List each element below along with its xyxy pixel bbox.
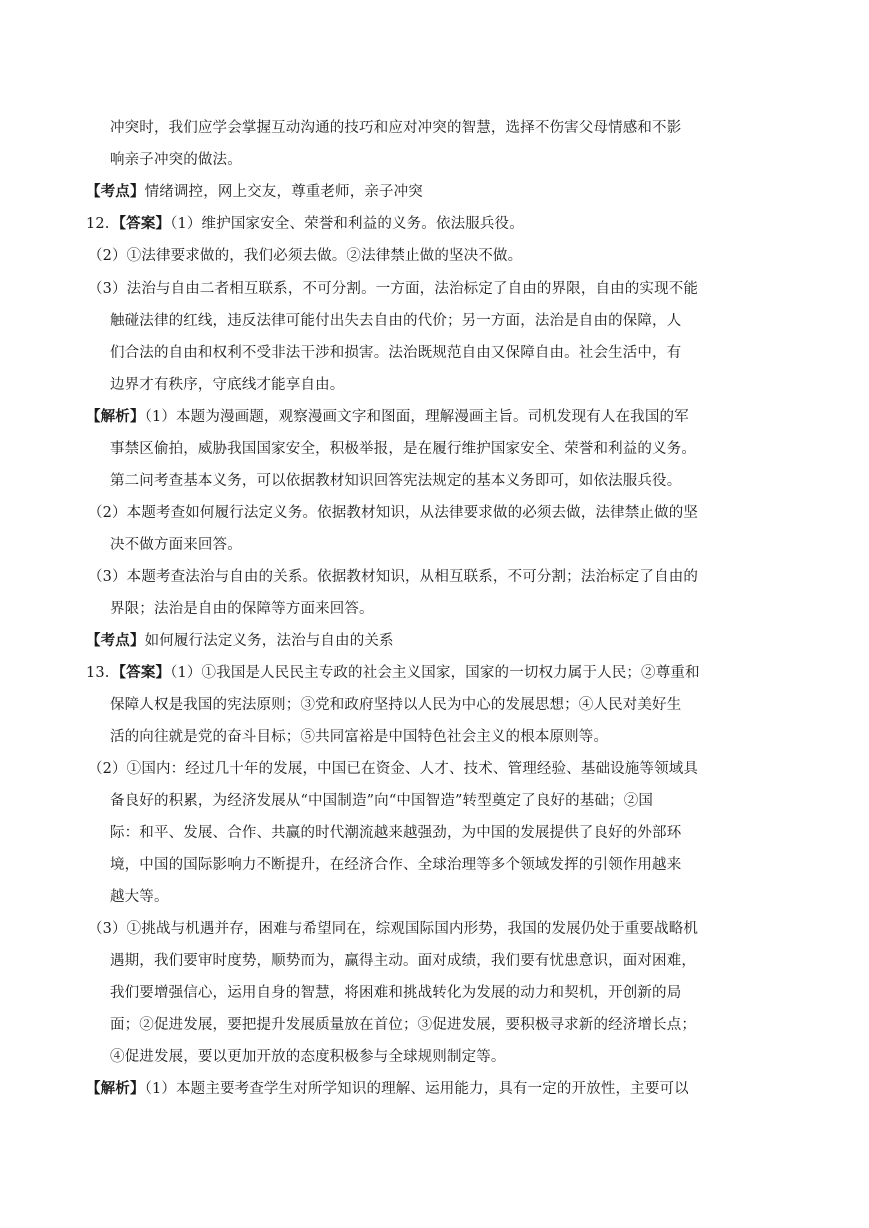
text-line: （2）①国内：经过几十年的发展，中国已在资金、人才、技术、管理经验、基础设施等领域具 (88, 761, 699, 777)
text-line: 活的向往就是党的奋斗目标；⑤共同富裕是中国特色社会主义的根本原则等。 (110, 729, 609, 745)
answer-text: （1）维护国家安全、荣誉和利益的义务。依法服兵役。 (170, 216, 524, 232)
text-line: 边界才有秩序，守底线才能享自由。 (110, 377, 345, 393)
text-line: （3）本题考查法治与自由的关系。依据教材知识，从相互联系，不可分割；法治标定了自由的 (88, 569, 699, 585)
text-line: 面；②促进发展，要把提升发展质量放在首位；③促进发展，要积极寻求新的经济增长点； (110, 1017, 696, 1033)
text-line: 界限；法治是自由的保障等方面来回答。 (110, 601, 374, 617)
text-line: 们合法的自由和权利不受非法干涉和损害。法治既规范自由又保障自由。社会生活中，有 (110, 345, 682, 361)
text-line: 触碰法律的红线，违反法律可能付出失去自由的代价；另一方面，法治是自由的保障，人 (110, 313, 682, 329)
text-line: 响亲子冲突的做法。 (110, 152, 242, 168)
text-line: 境，中国的国际影响力不断提升，在经济合作、全球治理等多个领域发挥的引领作用越来 (110, 857, 682, 873)
kaodian-text: 情绪调控，网上交友，尊重老师，亲子冲突 (144, 184, 423, 200)
text-line: 遇期，我们要审时度势，顺势而为，赢得主动。面对成绩，我们要有忧患意识，面对困难， (110, 953, 696, 969)
answer-text: （1）①我国是人民民主专政的社会主义国家，国家的一切权力属于人民；②尊重和 (170, 665, 700, 681)
answer-12-line (86, 214, 524, 234)
jiexi-text: （1）本题主要考查学生对所学知识的理解、运用能力，具有一定的开放性，主要可以 (144, 1081, 689, 1097)
text-line: 冲突时，我们应学会掌握互动沟通的技巧和应对冲突的智慧，选择不伤害父母情感和不影 (110, 120, 682, 136)
question-number: 13. (86, 665, 110, 681)
text-line: （3）①挑战与机遇并存，困难与希望同在，综观国际国内形势，我国的发展仍处于重要战略机 (88, 921, 699, 937)
text-line: 事禁区偷拍，威胁我国国家安全，积极举报，是在履行维护国家安全、荣誉和利益的义务。 (110, 441, 696, 457)
jiexi-tag: 【解析】 (86, 1080, 145, 1097)
text-line: 第二问考查基本义务，可以依据教材知识回答宪法规定的基本义务即可，如依法服兵役。 (110, 473, 682, 489)
text-line: 我们要增强信心，运用自身的智慧，将困难和挑战转化为发展的动力和契机，开创新的局 (110, 985, 682, 1001)
kaodian-tag: 【考点】 (86, 632, 145, 649)
jiexi-tag: 【解析】 (86, 408, 145, 425)
text-line: （2）本题考查如何履行法定义务。依据教材知识，从法律要求做的必须去做，法律禁止做的坚 (88, 505, 699, 521)
jiexi-text: （1）本题为漫画题，观察漫画文字和图面，理解漫画主旨。司机发现有人在我国的军 (144, 409, 689, 425)
text-line: ④促进发展，要以更加开放的态度积极参与全球规则制定等。 (110, 1049, 506, 1065)
jiexi-line (86, 407, 689, 427)
kaodian-tag: 【考点】 (86, 183, 145, 200)
text-line: 保障人权是我国的宪法原则；③党和政府坚持以人民为中心的发展思想；④人民对美好生 (110, 697, 682, 713)
answer-13-line (86, 663, 700, 683)
answer-tag: 【答案】 (111, 215, 171, 232)
kaodian-line (86, 631, 394, 651)
text-line: 备良好的积累，为经济发展从“中国制造”向“中国智造”转型奠定了良好的基础；②国 (110, 793, 653, 809)
kaodian-line (86, 182, 423, 202)
answer-tag: 【答案】 (111, 664, 171, 681)
kaodian-text: 如何履行法定义务，法治与自由的关系 (144, 633, 394, 649)
text-line: 际：和平、发展、合作、共赢的时代潮流越来越强劲，为中国的发展提供了良好的外部环 (110, 825, 682, 841)
text-line: （2）①法律要求做的，我们必须去做。②法律禁止做的坚决不做。 (88, 248, 523, 264)
text-line: 越大等。 (110, 889, 169, 905)
jiexi-line (86, 1079, 689, 1099)
text-line: 决不做方面来回答。 (110, 537, 242, 553)
question-number: 12. (86, 216, 110, 232)
text-line: （3）法治与自由二者相互联系，不可分割。一方面，法治标定了自由的界限，自由的实现不能 (88, 281, 699, 297)
